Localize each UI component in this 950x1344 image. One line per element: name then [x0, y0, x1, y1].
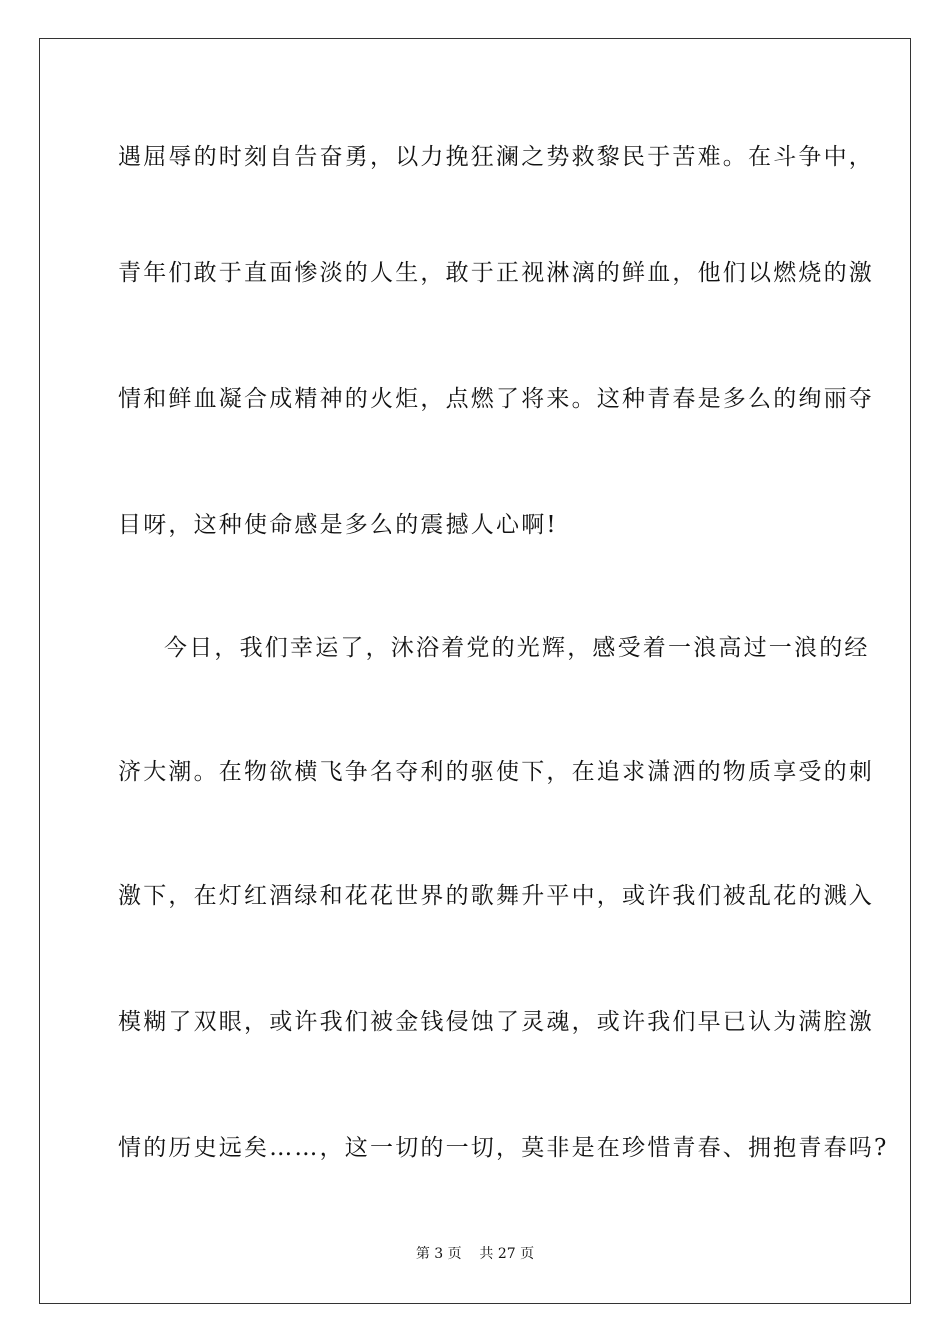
page-border — [39, 38, 911, 1304]
text-line: 遇屈辱的时刻自告奋勇，以力挽狂澜之势救黎民于苦难。在斗争中， — [118, 144, 874, 170]
text-line: 情和鲜血凝合成精神的火炬，点燃了将来。这种青春是多么的绚丽夺 — [118, 386, 874, 412]
text-line-indented: 今日，我们幸运了，沐浴着党的光辉，感受着一浪高过一浪的经 — [164, 635, 870, 661]
text-line: 青年们敢于直面惨淡的人生，敢于正视淋漓的鲜血，他们以燃烧的激 — [118, 260, 874, 286]
page-number-footer: 第 3 页 共 27 页 — [415, 1246, 535, 1262]
text-line: 情的历史远矣……，这一切的一切，莫非是在珍惜青春、拥抱青春吗? — [118, 1135, 889, 1161]
text-line: 济大潮。在物欲横飞争名夺利的驱使下，在追求潇洒的物质享受的刺 — [118, 759, 874, 785]
text-line: 激下，在灯红酒绿和花花世界的歌舞升平中，或许我们被乱花的溅入 — [118, 883, 874, 909]
text-line: 目呀，这种使命感是多么的震撼人心啊! — [118, 512, 558, 538]
text-line: 模糊了双眼，或许我们被金钱侵蚀了灵魂，或许我们早已认为满腔激 — [118, 1009, 874, 1035]
